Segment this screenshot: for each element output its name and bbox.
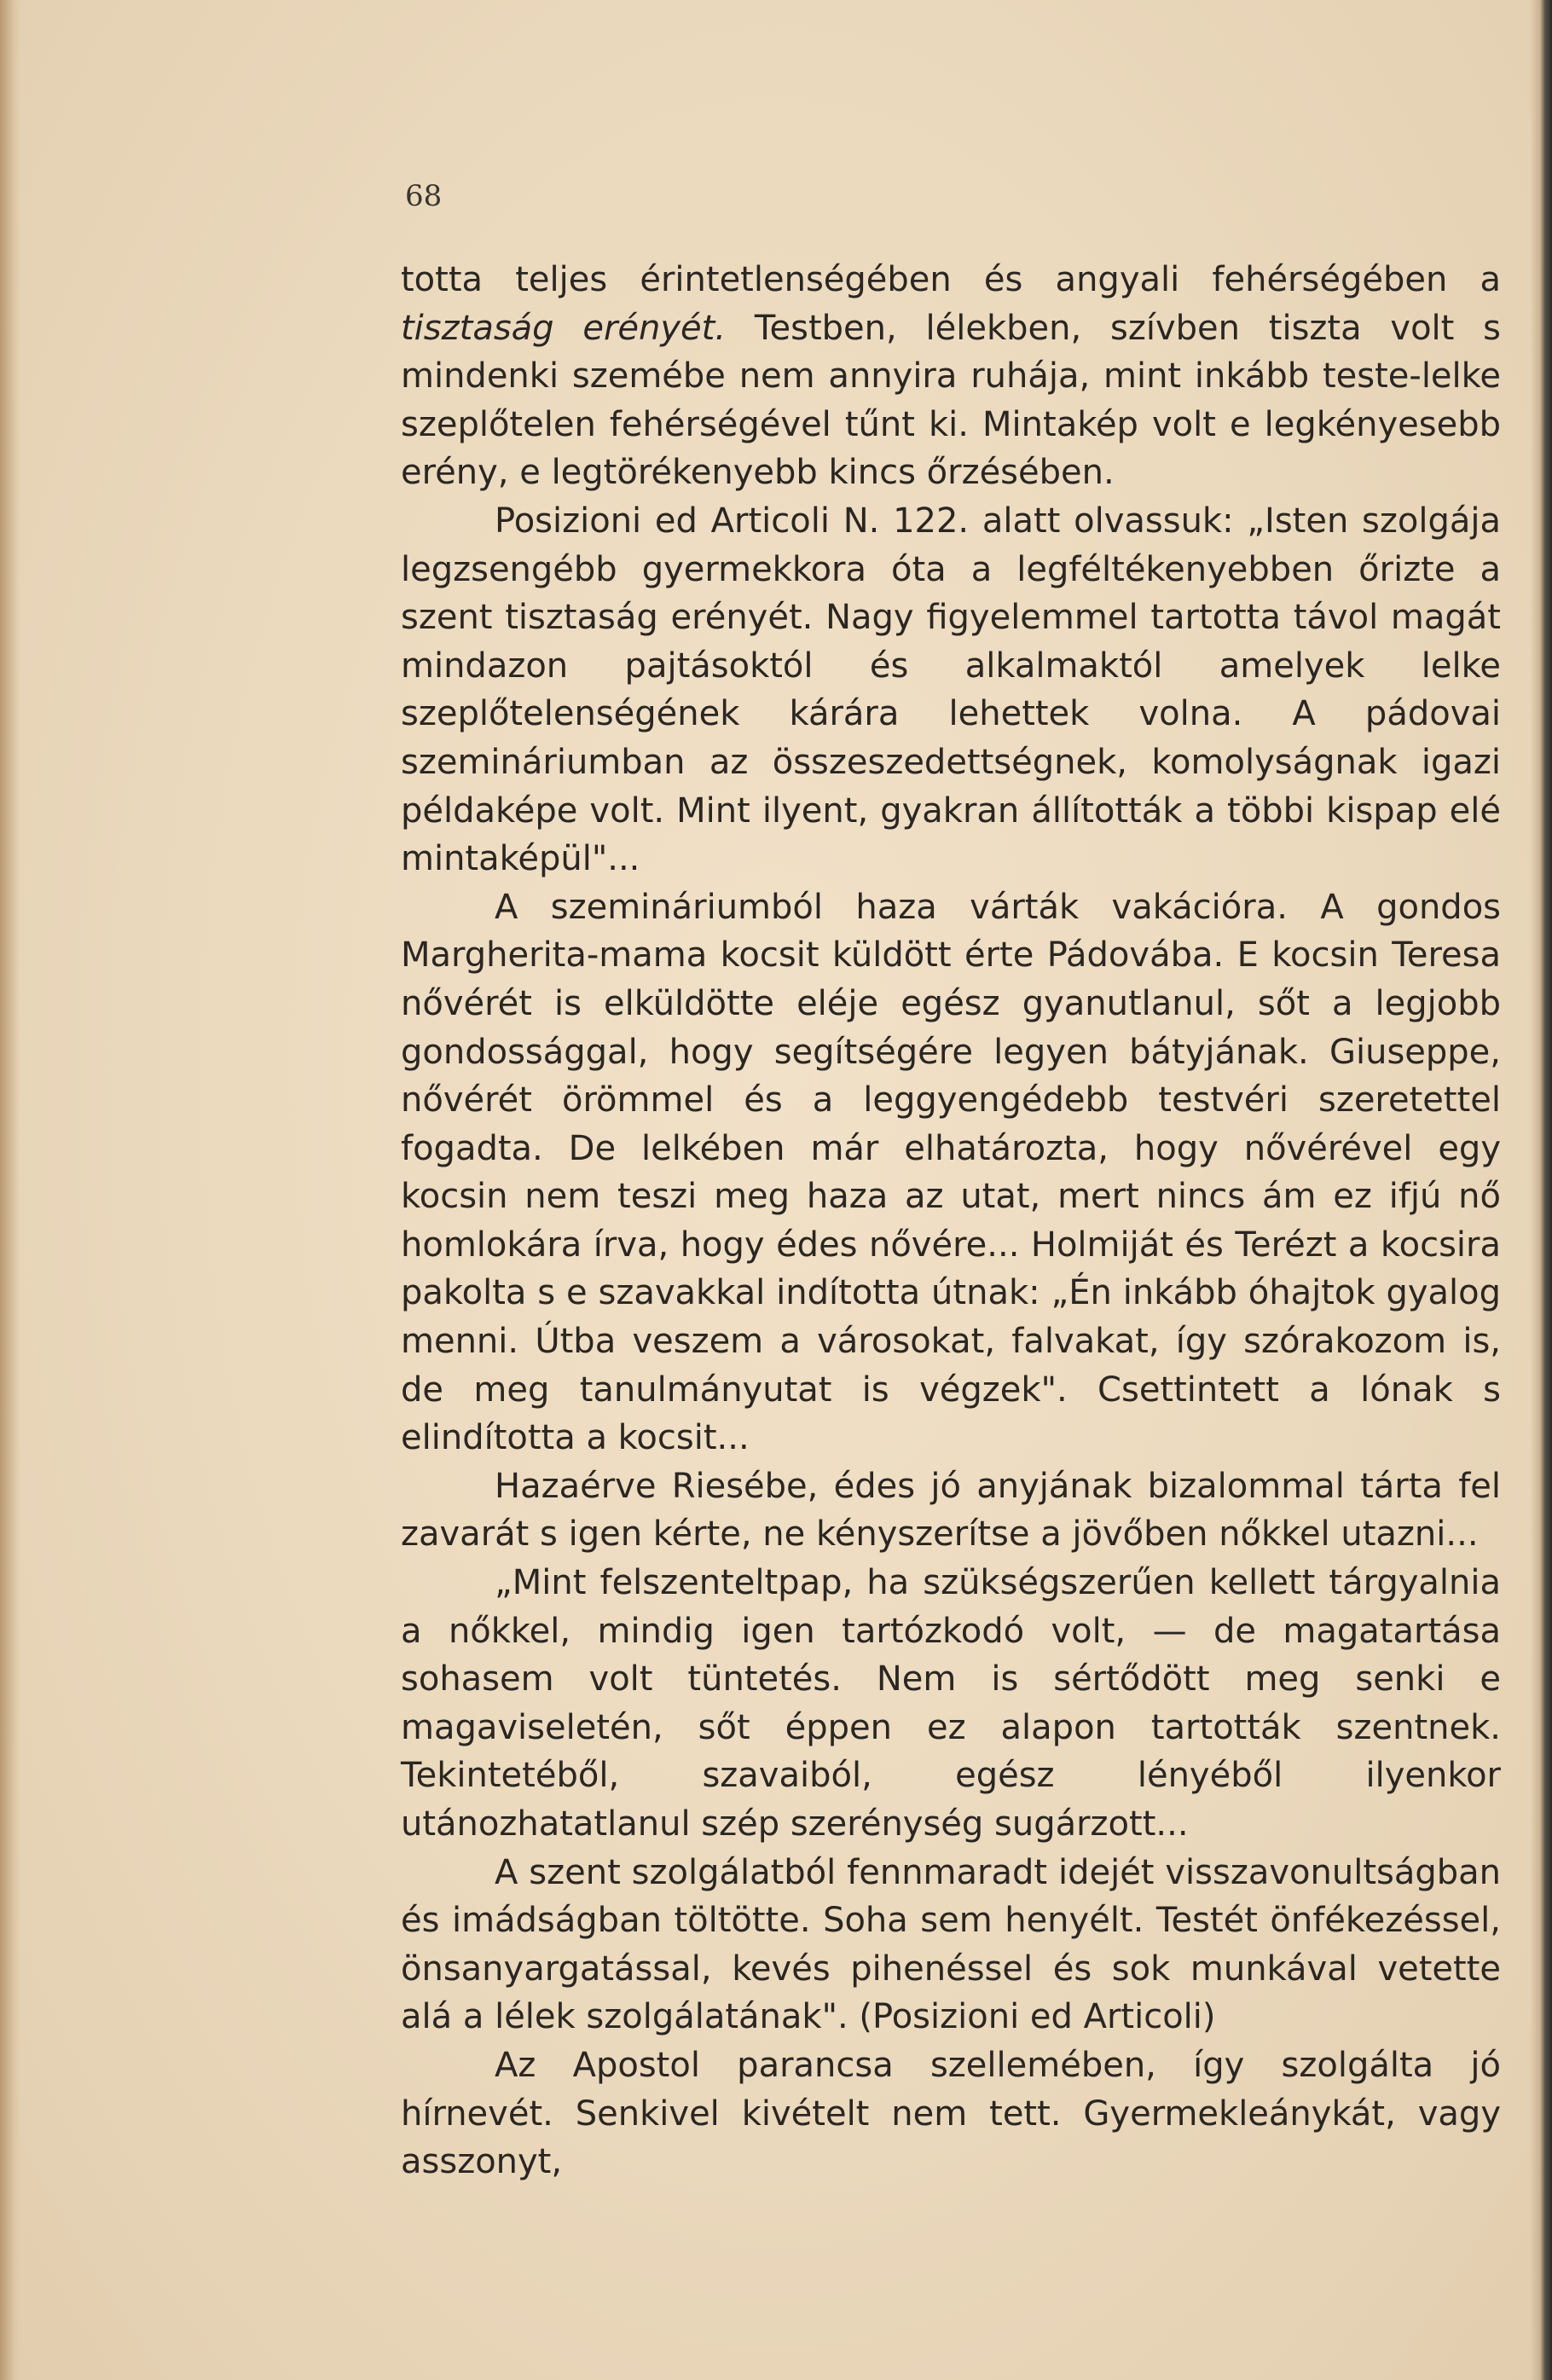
paragraph-1-emphasis: tisztaság erényét. xyxy=(401,308,727,348)
paragraph-2: Posizioni ed Articoli N. 122. alatt olvassuk: „Isten szolgája legzsengébb gyermekkora óta a legféltékenyebben őrizte a szent tisztaság erényét. Nagy figyelemmel tartotta távol magát mindazon pajtásoktól és alkalmaktól amelyek lelke szeplőtelenségének kárára lehettek volna. A pádovai szemináriumban az összeszedettségnek, komolyságnak igazi példaképe volt. Mint ilyent, gyakran állították a többi kispap elé mintaképül"... xyxy=(401,501,1501,879)
paragraph-1 xyxy=(401,256,1501,497)
paragraph-5: „Mint felszenteltpap, ha szükségszerűen kellett tárgyalnia a nőkkel, mindig igen tartózkodó volt, — de magatartása sohasem volt tüntetés. Nem is sértődött meg senki e magaviseletén, sőt éppen ez alapon tartották szentnek. Tekintetéből, szavaiból, egész lényéből ilyenkor utánozhatatlanul szép szerénység sugárzott... xyxy=(401,1563,1501,1844)
paragraph-7: Az Apostol parancsa szellemében, így szolgálta jó hírnevét. Senkivel kivételt nem tett. Gyermekleánykát, vagy asszonyt, xyxy=(401,2045,1501,2182)
page-left-edge-shadow xyxy=(0,0,20,2380)
page-number: 68 xyxy=(405,179,443,213)
body-text xyxy=(401,256,1501,2186)
paragraph-4: Hazaérve Riesébe, édes jó anyjának bizalommal tárta fel zavarát s igen kérte, ne kényszerítse a jövőben nőkkel utazni... xyxy=(401,1466,1501,1555)
paragraph-1-rest: Testben, lélekben, szívben tiszta volt s mindenki szemébe nem annyira ruhája, mint inkább teste-lelke szeplőtelen fehérségével tűnt ki. Mintakép volt e legkényesebb erény, e legtörékenyebb kincs őrzésében. xyxy=(401,308,1501,493)
page-binding-edge xyxy=(1530,0,1552,2380)
paragraph-3: A szemináriumból haza várták vakációra. A gondos Margherita-mama kocsit küldött érte Pádovába. E kocsin Teresa nővérét is elküldötte eléje egész gyanutlanul, sőt a legjobb gondossággal, hogy segítségére legyen bátyjának. Giuseppe, nővérét örömmel és a leggyengédebb testvéri szeretettel fogadta. De lelkében már elhatározta, hogy nővérével egy kocsin nem teszi meg haza az utat, mert nincs ám ez ifjú nő homlokára írva, hogy édes nővére... Holmiját és Terézt a kocsira pakolta s e szavakkal indította útnak: „Én inkább óhajtok gyalog menni. Útba veszem a városokat, falvakat, így szórakozom is, de meg tanulmányutat is végzek". Csettintett a lónak s elindította a kocsit... xyxy=(401,887,1501,1458)
paragraph-6: A szent szolgálatból fennmaradt idejét visszavonultságban és imádságban töltötte. Soha sem henyélt. Testét önfékezéssel, önsanyargatással, kevés pihenéssel és sok munkával vetette alá a lélek szolgálatának". (Posizioni ed Articoli) xyxy=(401,1852,1501,2037)
paragraph-1-lead: totta teljes érintetlenségében és angyali fehérségében a xyxy=(401,260,1501,299)
